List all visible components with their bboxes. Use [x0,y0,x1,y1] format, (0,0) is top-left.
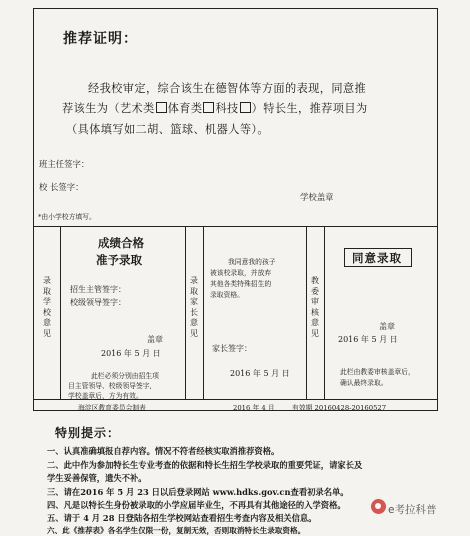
col2-date: 2016 年 5 月 日 [230,369,290,378]
col1-sign-leader: 校级领导签字： [70,298,126,307]
approval-stamp-text: 同意录取 [352,251,402,265]
footer-validity: 有效期 20160428-20160527 [292,404,387,412]
statement-line-2-part-c: 科技 [215,102,239,115]
col3-note-a: 此栏由教委审核盖章后， [340,368,415,376]
col1-seal: 盖章 [147,335,163,344]
form-footnote: *由小学校方填写。 [38,213,96,221]
watermark-text: e考拉科普 [388,504,437,516]
col1-note-a: 此栏必须分别由招生项 [91,372,159,380]
col1-sign-manager: 招生主管签字： [70,285,126,294]
divider-col3-label [324,226,325,399]
school-seal-label: 学校盖章 [300,192,334,202]
col3-note-b: 确认最终录取。 [340,379,388,387]
watermark-logo-icon [371,499,386,514]
notes-title: 特别提示： [55,426,121,440]
col1-note-b: 目主管领导、校级领导签字, [68,382,152,390]
statement-line-2 [62,100,368,116]
divider-col2-label [203,226,204,399]
note-item: 学生妥善保管，遗失不补。 [47,473,147,483]
col2-text-a: 我同意我的孩子 [228,258,276,266]
head-teacher-signature: 班主任签字： [39,159,90,169]
column-label-parent: 录取家长意见 [190,276,198,338]
statement-line-2-part-a: 荐该生为（艺术类 [62,102,155,115]
col2-text-b: 被该校录取，并放弃 [210,269,272,277]
column-label-commission: 教委审核意见 [311,276,319,338]
column-label-school: 录取学校意见 [43,276,51,338]
note-item: 一、认真准确填报自荐内容。情况不符者经核实取消推荐资格。 [47,446,280,456]
statement-line-1: 经我校审定，综合该生在德智体等方面的表现，同意推 [88,82,367,95]
col3-seal: 盖章 [379,322,395,331]
divider-col1-label [60,226,61,399]
note-item: 四、凡是以特长生身份被录取的小学应届毕业生，不再具有其他途径的入学资格。 [47,500,346,510]
divider-col2-col3 [306,226,307,399]
col2-text-c: 其他各类特殊招生的 [210,280,272,288]
checkbox-sports[interactable] [203,102,214,113]
divider-signatures [33,226,438,227]
checkbox-tech[interactable] [240,102,251,113]
principal-signature: 校 长签字： [39,182,84,192]
footer-date: 2016 年 4 月 [233,404,275,412]
col1-heading-b: 准予录取 [96,253,142,267]
statement-line-2-part-b: 体育类 [167,102,203,115]
footer-issuer: 海淀区教育委员会制表 [78,404,146,412]
col1-note-c: 学校盖章后，方为有效。 [68,392,143,400]
col1-heading-a: 成绩合格 [98,236,144,250]
col1-date: 2016 年 5 月 日 [101,349,161,358]
note-item: 二、此中作为参加特长生专业考查的依据和特长生招生学校录取的重要凭证，请家长及 [47,460,363,470]
note-item: 三、请在2016 年 5 月 23 日以后登录网站 www.hdks.gov.cn查看初录名单。 [47,487,349,497]
note-item: 五、请于 4 月 28 日登陆各招生学校网站查看招生考查内容及相关信息。 [47,513,317,523]
statement-line-2-part-d: ）特长生，推荐项目为 [251,102,368,115]
form-title: 推荐证明： [63,31,138,47]
col2-parent-signature: 家长签字： [212,344,252,353]
statement-line-3: （具体填写如二胡、篮球、机器人等）。 [66,123,269,136]
divider-col1-col2 [185,226,186,399]
col3-date: 2016 年 5 月 日 [338,335,398,344]
col2-text-d: 录取资格。 [210,291,244,299]
note-item: 六、此《推荐表》各名学生仅限一份，复制无效，否则取消特长生录取资格。 [47,526,306,535]
checkbox-art[interactable] [156,102,167,113]
